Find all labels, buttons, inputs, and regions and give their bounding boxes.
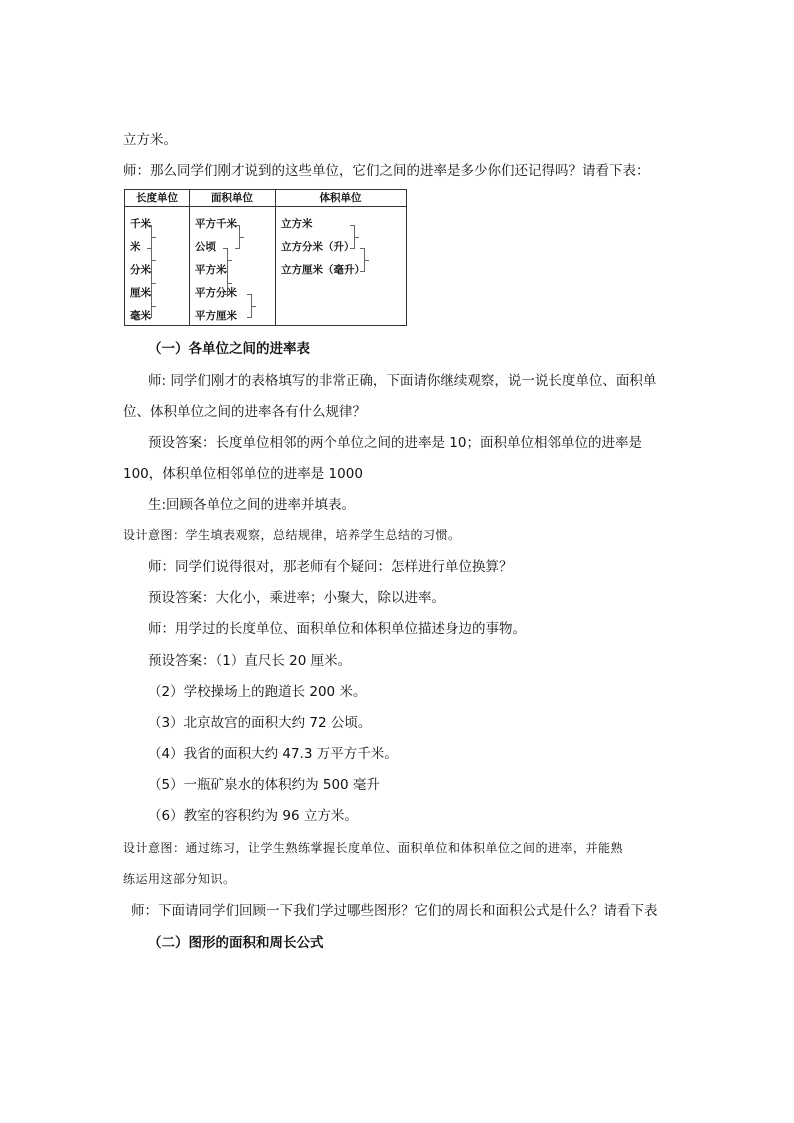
brace-icon — [147, 248, 152, 272]
volume-unit: 立方米 — [281, 218, 313, 230]
units-table — [124, 189, 407, 326]
brace-icon — [223, 248, 228, 272]
list-item: （2）学校操场上的跑道长 200 米。 — [148, 684, 367, 700]
brace-icon — [235, 225, 240, 249]
brace-icon — [247, 294, 252, 318]
answer-line: 预设答案：长度单位相邻的两个单位之间的进率是 10；面积单位相邻单位的进率是 — [148, 435, 642, 451]
length-unit: 米 — [130, 241, 141, 253]
header-length: 长度单位 — [136, 192, 178, 204]
length-unit: 毫米 — [130, 310, 151, 322]
answer-line: 预设答案：大化小，乘进率；小聚大，除以进率。 — [148, 590, 445, 606]
section-title-formulas: （二）图形的面积和周长公式 — [148, 935, 324, 951]
area-unit: 平方米 — [195, 264, 227, 276]
teacher-line: 师: 同学们刚才的表格填写的非常正确，下面请你继续观察，说一说长度单位、面积单 — [148, 373, 657, 389]
teacher-question: 师：那么同学们刚才说到的这些单位，它们之间的进率是多少你们还记得吗？请看下表： — [123, 163, 650, 179]
brace-icon — [360, 248, 365, 272]
column-divider — [189, 190, 190, 325]
volume-unit: 立方厘米（毫升） — [281, 264, 365, 276]
column-divider — [275, 190, 276, 325]
brace-icon — [350, 225, 355, 249]
brace-icon — [147, 271, 152, 295]
teacher-line: 师：下面请同学们回顾一下我们学过哪些图形？它们的周长和面积公式是什么？请看下表 — [131, 903, 658, 919]
area-unit: 平方分米 — [195, 287, 237, 299]
student-line: 生:回顾各单位之间的进率并填表。 — [148, 497, 356, 513]
list-item: （6）教室的容积约为 96 立方米。 — [148, 808, 358, 824]
teacher-line: 师：同学们说得很对，那老师有个疑问：怎样进行单位换算？ — [148, 559, 513, 575]
list-item: （5）一瓶矿泉水的体积约为 500 毫升 — [148, 777, 380, 793]
brace-icon — [147, 294, 152, 318]
answer-line: 100，体积单位相邻单位的进率是 1000 — [123, 466, 363, 482]
area-unit: 公顷 — [195, 241, 216, 253]
intro-tail: 立方米。 — [123, 132, 177, 148]
header-volume: 体积单位 — [319, 192, 362, 204]
list-item: （4）我省的面积大约 47.3 万平方千米。 — [148, 746, 398, 762]
list-item: （3）北京故宫的面积大约 72 公顷。 — [148, 715, 372, 731]
brace-icon — [223, 271, 228, 295]
length-unit: 千米 — [130, 218, 151, 230]
design-intent: 设计意图：学生填表观察，总结规律，培养学生总结的习惯。 — [123, 528, 461, 542]
area-unit: 平方千米 — [195, 218, 237, 230]
length-unit: 分米 — [130, 264, 151, 276]
header-area: 面积单位 — [211, 192, 253, 204]
answer-line: 预设答案：（1）直尺长 20 厘米。 — [148, 653, 352, 669]
length-unit: 厘米 — [130, 287, 151, 299]
design-intent: 设计意图：通过练习，让学生熟练掌握长度单位、面积单位和体积单位之间的进率，并能熟 — [123, 841, 624, 855]
brace-icon — [147, 225, 152, 249]
teacher-line: 师：用学过的长度单位、面积单位和体积单位描述身边的事物。 — [148, 621, 526, 637]
section-title-rates: （一）各单位之间的进率表 — [148, 341, 310, 357]
design-intent: 练运用这部分知识。 — [123, 872, 236, 886]
teacher-line: 位、体积单位之间的进率各有什么规律？ — [123, 404, 366, 420]
area-unit: 平方厘米 — [195, 310, 237, 322]
volume-unit: 立方分米（升） — [281, 241, 355, 253]
